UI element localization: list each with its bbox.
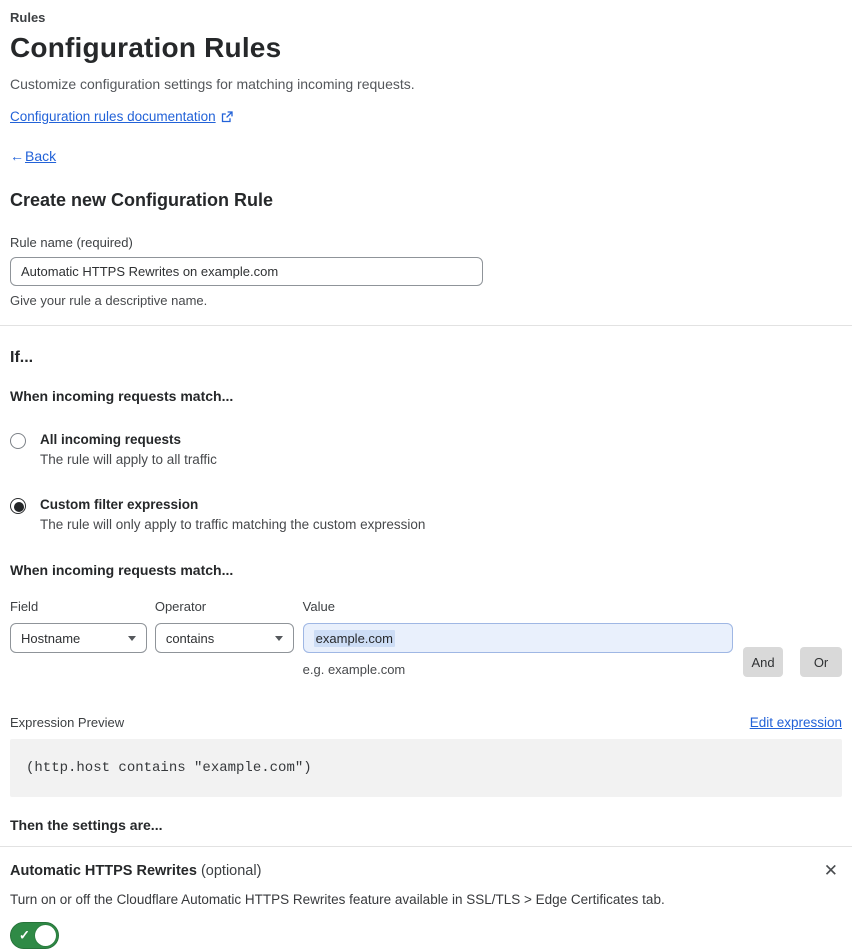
operator-label: Operator [154, 599, 207, 614]
operator-select[interactable] [155, 623, 294, 653]
rule-name-help: Give your rule a descriptive name. [10, 293, 208, 308]
if-heading: If... [10, 349, 34, 366]
radio-description: The rule will only apply to traffic matching the custom expression [40, 517, 426, 532]
expression-builder [10, 599, 842, 677]
radio-icon[interactable] [10, 433, 26, 449]
rule-name-label: Rule name (required) [10, 235, 133, 250]
expression-preview-code: (http.host contains "example.com") [10, 739, 842, 797]
rule-name-input[interactable] [10, 257, 483, 286]
value-help: e.g. example.com [302, 662, 406, 677]
documentation-link-row [10, 109, 842, 124]
value-label: Value [302, 599, 335, 614]
field-select-value: Hostname [21, 630, 81, 646]
radio-description: The rule will apply to all traffic [40, 452, 217, 467]
radio-label: Custom filter expression [40, 497, 199, 512]
back-link-row [10, 148, 842, 164]
documentation-link[interactable]: Configuration rules documentation [10, 109, 216, 124]
setting-title: Automatic HTTPS Rewrites [10, 862, 197, 879]
setting-divider [0, 846, 852, 847]
external-link-icon [221, 111, 233, 123]
expression-preview-header [10, 715, 842, 730]
match-type-label: When incoming requests match... [10, 388, 234, 404]
back-link[interactable]: Back [25, 148, 57, 164]
page-subtitle: Customize configuration settings for matching incoming requests. [10, 76, 415, 92]
chevron-down-icon [128, 636, 136, 641]
close-icon[interactable]: ✕ [820, 860, 842, 881]
expression-builder-label: When incoming requests match... [10, 562, 234, 578]
radio-label: All incoming requests [40, 432, 182, 447]
automatic-https-rewrites-toggle[interactable] [10, 922, 59, 949]
setting-header [10, 860, 842, 881]
field-select[interactable] [10, 623, 147, 653]
expression-preview-label: Expression Preview [10, 715, 125, 730]
breadcrumb: Rules [10, 10, 46, 25]
and-button[interactable]: And [743, 647, 783, 677]
radio-all-incoming-requests[interactable] [10, 432, 842, 467]
value-input[interactable] [303, 623, 733, 653]
value-input-text: example.com [315, 630, 393, 646]
check-icon: ✓ [19, 927, 30, 943]
or-button[interactable]: Or [800, 647, 842, 677]
section-title: Create new Configuration Rule [10, 190, 274, 210]
page-title: Configuration Rules [10, 32, 282, 63]
radio-custom-filter-expression[interactable] [10, 497, 842, 532]
chevron-down-icon [275, 636, 283, 641]
setting-description: Turn on or off the Cloudflare Automatic HTTPS Rewrites feature available in SSL/TLS > Edge Certificates tab. [10, 892, 665, 907]
then-heading: Then the settings are... [10, 817, 163, 833]
operator-select-value: contains [165, 630, 215, 646]
section-divider [0, 325, 852, 326]
field-label: Field [10, 599, 39, 614]
match-type-radio-group [10, 432, 842, 532]
edit-expression-link[interactable]: Edit expression [749, 715, 842, 730]
setting-optional-tag: (optional) [200, 862, 262, 879]
toggle-knob[interactable] [35, 925, 56, 946]
radio-icon[interactable] [10, 498, 26, 514]
back-arrow-icon: ← [10, 148, 24, 164]
